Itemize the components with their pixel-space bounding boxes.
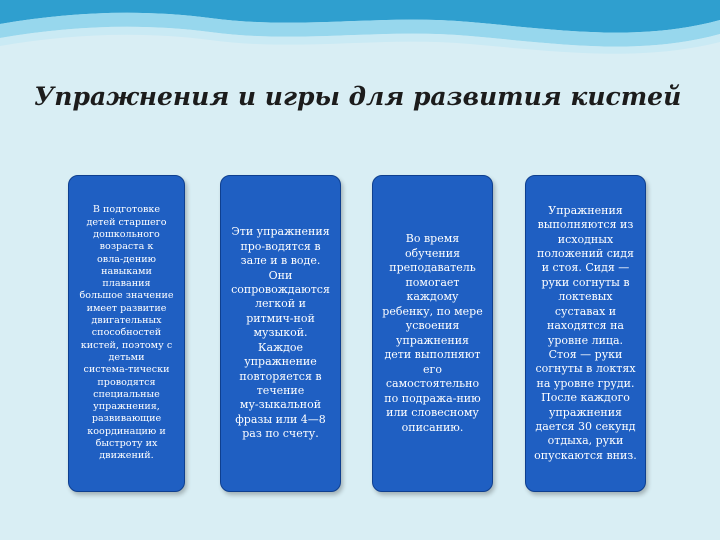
slide-title: Упражнения и игры для развития кистей [34,82,682,111]
panel-3-text: Во время обучения преподаватель помогает каждому ребенку, по мере усвоения упражнения дети выполняют его самостоятельно по подража-нию или словесному описанию. [382,232,483,434]
panel-1-text: В подготовке детей старшего дошкольного возраста к овла-дению навыками плавания большое значение имеет развитие двигательных способностей кистей, поэтому с детьми система-тически проводятся специальные упражнения, развивающие координацию и быстроту их движений. [79,204,174,462]
panel-2-text: Эти упражнения про-водятся в зале и в воде. Они сопровождаются легкой и ритмич-ной музыкой. Каждое упражнение повторяется в течение му-зыкальной фразы или 4—8 раз по счету. [231,225,330,441]
text-panel-1 [68,175,185,492]
text-panel-4 [525,175,646,492]
text-panel-3 [372,175,493,492]
text-panel-2 [220,175,341,492]
decorative-wave [0,0,720,70]
panel-4-text: Упражнения выполняются из исходных положений сидя и стоя. Сидя — руки согнуты в локтевых суставах и находятся на уровне лица. Стоя — руки согнуты в локтях на уровне груди. После каждого упражнения дается 30 секунд отдыха, руки опускаются вниз. [534,203,637,462]
